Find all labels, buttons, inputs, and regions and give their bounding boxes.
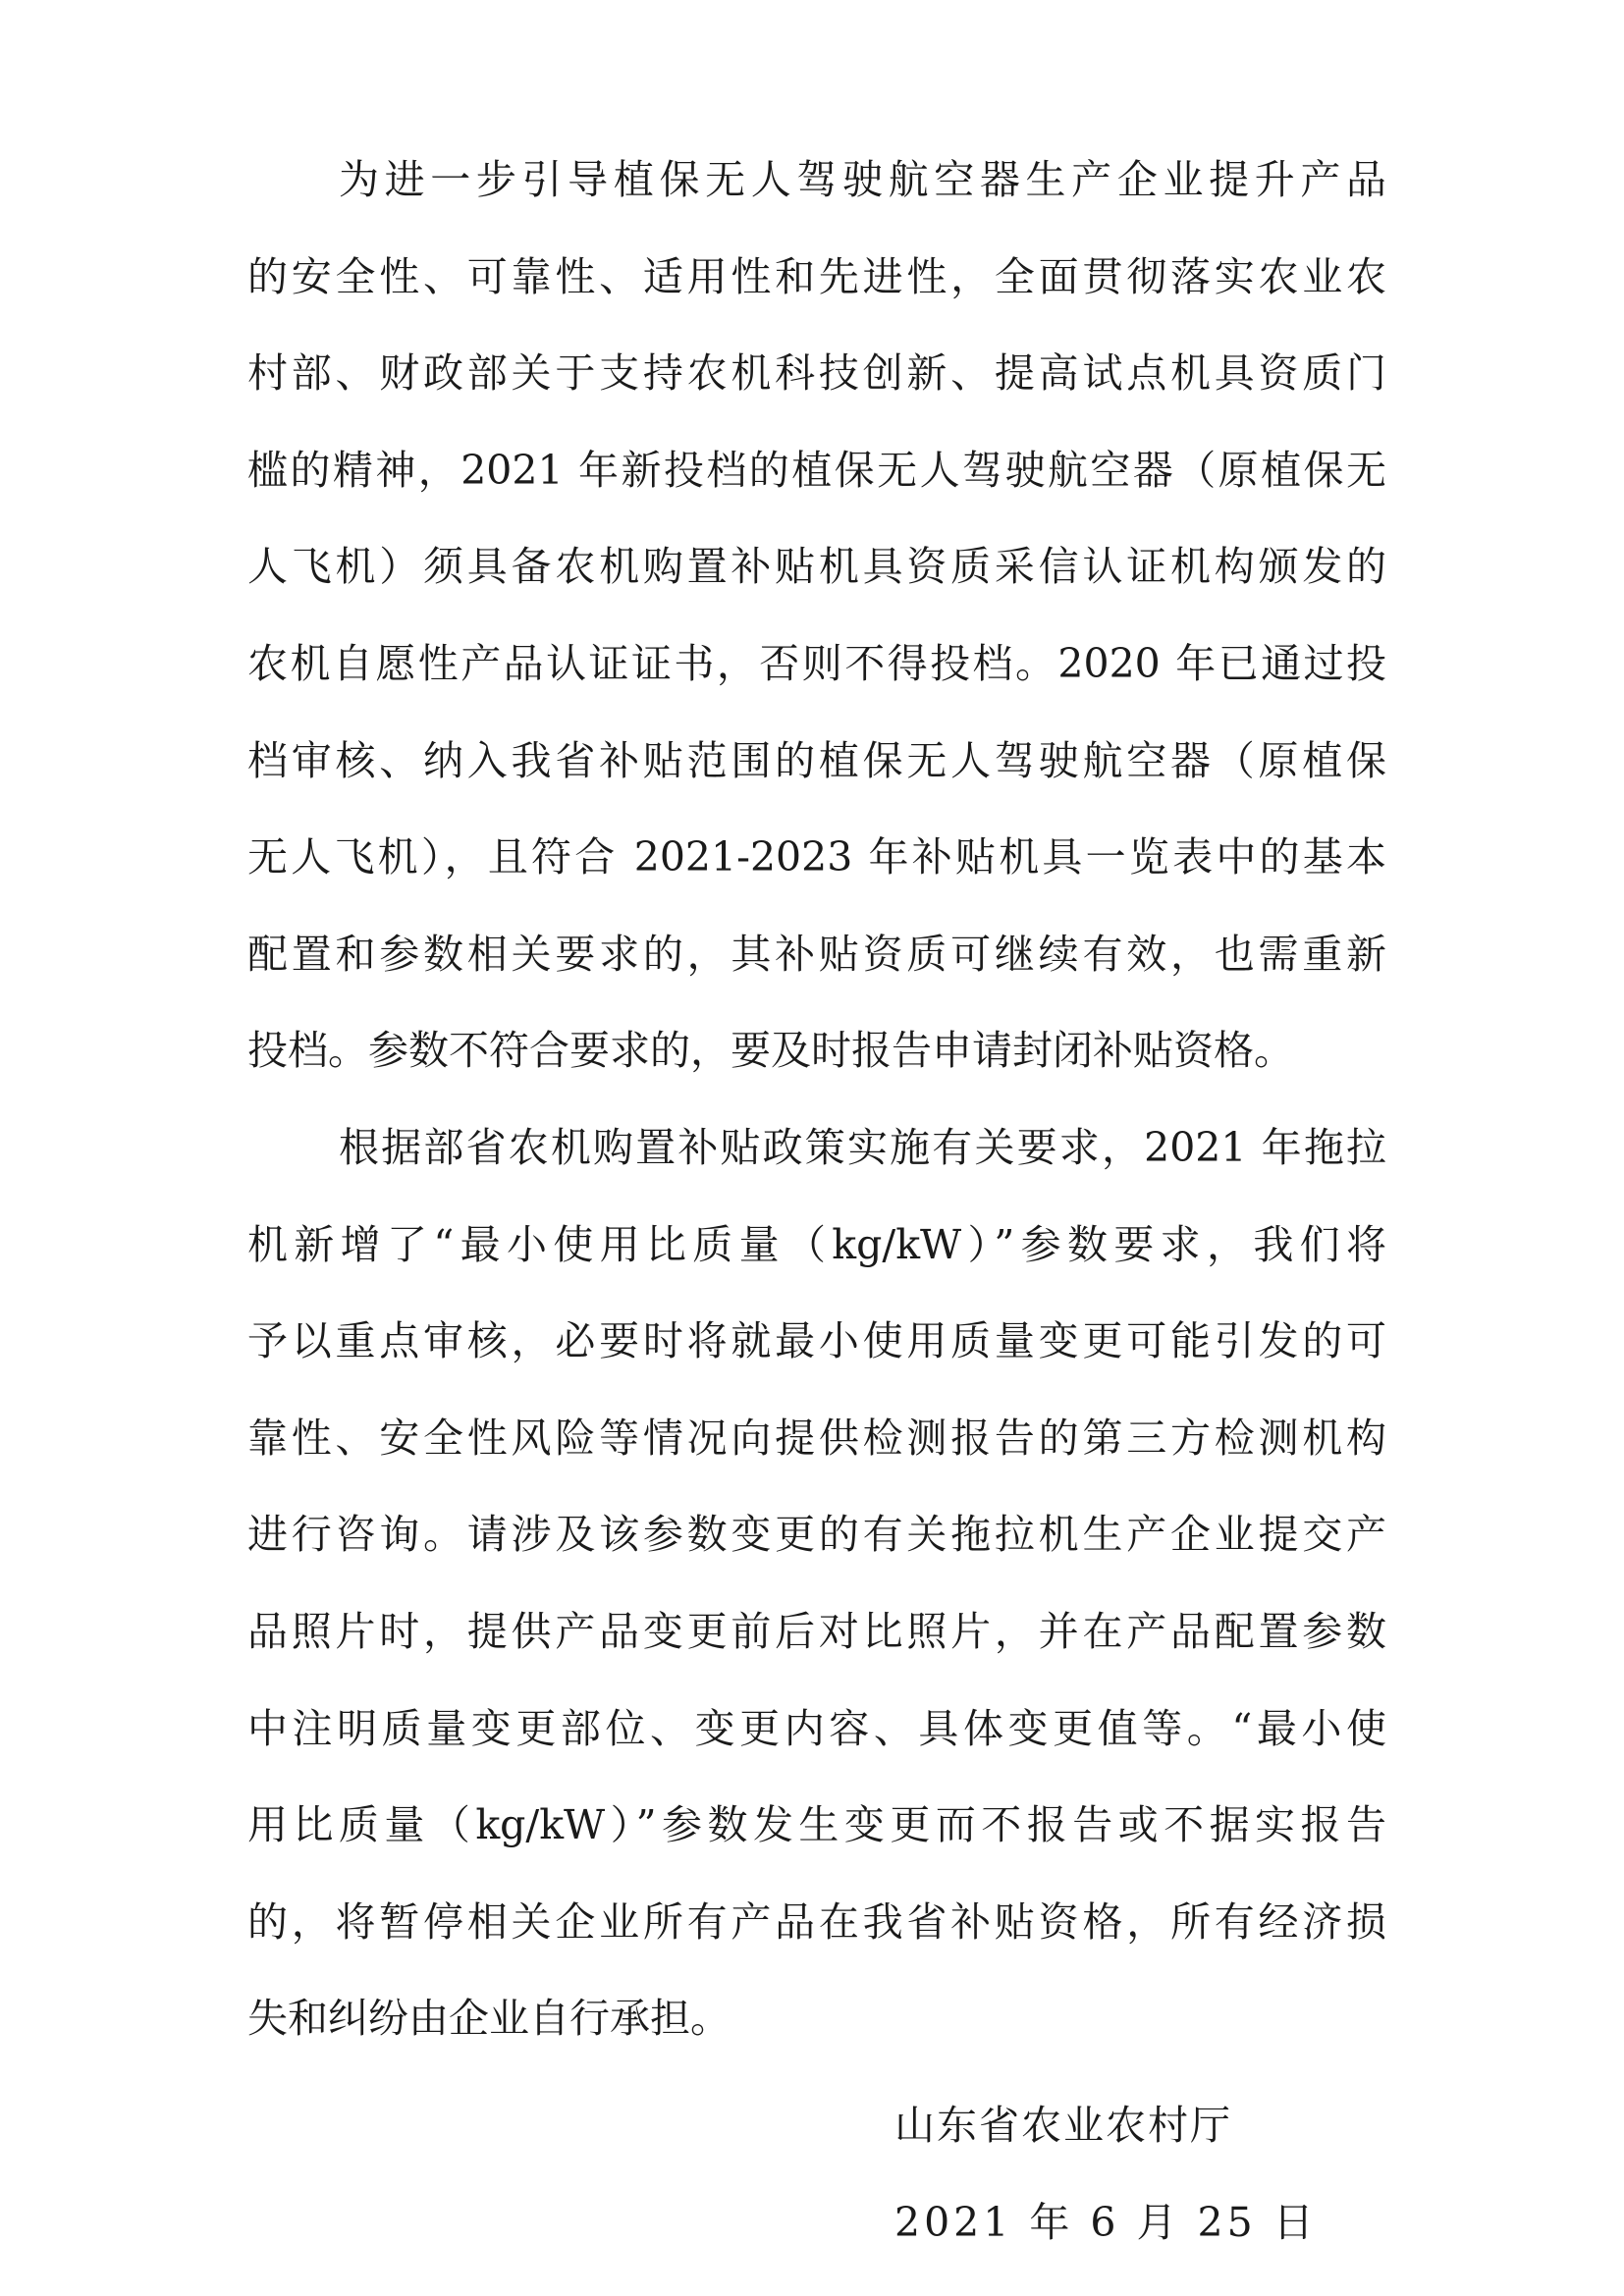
paragraph-1-line-10: 投档。参数不符合要求的，要及时报告申请封闭补贴资格。 — [247, 1027, 1294, 1074]
paragraph-2-line-3: 予以重点审核，必要时将就最小使用质量变更可能引发的可 — [247, 1317, 1386, 1364]
paragraph-2-line-4: 靠性、安全性风险等情况向提供检测报告的第三方检测机构 — [247, 1415, 1386, 1462]
paragraph-1-line-3: 村部、财政部关于支持农机科技创新、提高试点机具资质门 — [247, 349, 1386, 397]
paragraph-1-line-7: 档审核、纳入我省补贴范围的植保无人驾驶航空器（原植保 — [247, 737, 1386, 784]
paragraph-1-line-6: 农机自愿性产品认证证书，否则不得投档。2020 年已通过投 — [247, 640, 1386, 687]
paragraph-2-line-2: 机新增了“最小使用比质量（kg/kW）”参数要求，我们将 — [247, 1221, 1386, 1268]
paragraph-1-line-5: 人飞机）须具备农机购置补贴机具资质采信认证机构颁发的 — [247, 543, 1386, 590]
paragraph-1-line-4: 槛的精神，2021 年新投档的植保无人驾驶航空器（原植保无 — [247, 447, 1386, 494]
paragraph-1-line-9: 配置和参数相关要求的，其补贴资质可继续有效，也需重新 — [247, 931, 1386, 978]
paragraph-2-line-9: 的，将暂停相关企业所有产品在我省补贴资格，所有经济损 — [247, 1898, 1386, 1946]
paragraph-2-line-7: 中注明质量变更部位、变更内容、具体变更值等。“最小使 — [247, 1705, 1386, 1752]
paragraph-2-line-5: 进行咨询。请涉及该参数变更的有关拖拉机生产企业提交产 — [247, 1511, 1386, 1558]
paragraph-1-line-1: 为进一步引导植保无人驾驶航空器生产企业提升产品 — [339, 156, 1386, 203]
paragraph-2-line-1: 根据部省农机购置补贴政策实施有关要求，2021 年拖拉 — [339, 1124, 1386, 1171]
paragraph-1-line-2: 的安全性、可靠性、适用性和先进性，全面贯彻落实农业农 — [247, 253, 1386, 300]
paragraph-2-line-6: 品照片时，提供产品变更前后对比照片，并在产品配置参数 — [247, 1608, 1386, 1655]
paragraph-1-line-8: 无人飞机），且符合 2021-2023 年补贴机具一览表中的基本 — [247, 833, 1386, 881]
paragraph-2-line-8: 用比质量（kg/kW）”参数发生变更而不报告或不据实报告 — [247, 1801, 1386, 1848]
signature-date: 2021 年 6 月 25 日 — [894, 2199, 1318, 2246]
paragraph-2-line-10: 失和纠纷由企业自行承担。 — [247, 1995, 731, 2042]
signature-organization: 山东省农业农村厅 — [894, 2102, 1232, 2149]
